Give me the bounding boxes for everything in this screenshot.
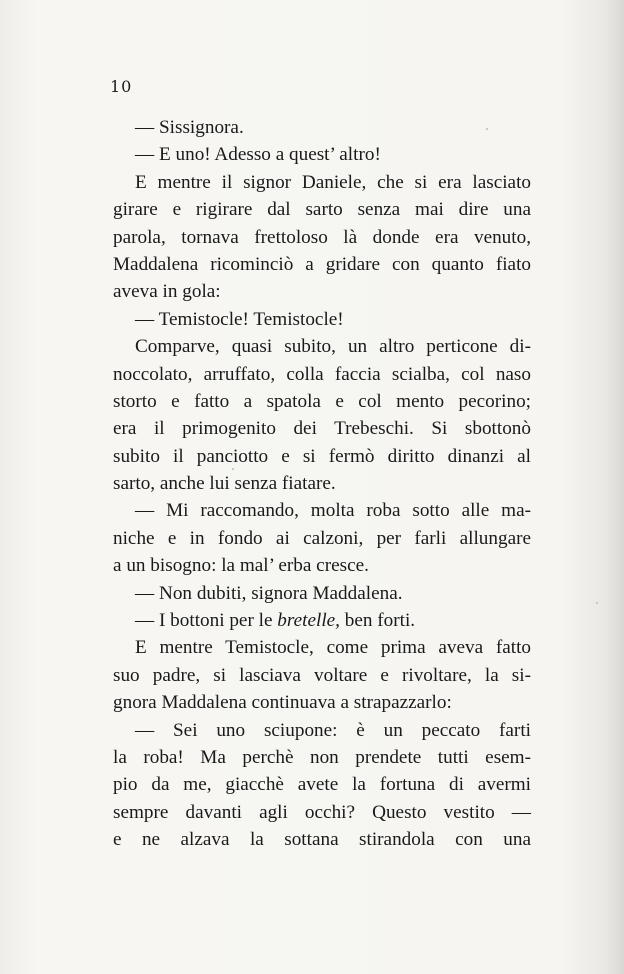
- line-text-after: ben forti.: [339, 610, 416, 632]
- text-line: [113, 361, 531, 388]
- text-line: [113, 826, 531, 853]
- line-text: era il primogenito dei Trebeschi. Si sbottonò: [113, 418, 531, 440]
- line-text: E mentre Temistocle, come prima aveva fatto: [135, 637, 531, 659]
- italic-word: bretelle,: [277, 610, 340, 632]
- text-line: [113, 607, 531, 634]
- line-text: sempre davanti agli occhi? Questo vestito —: [113, 801, 531, 823]
- line-text: noccolato, arruffato, colla faccia scialba, col naso: [113, 363, 531, 385]
- line-text: a un bisogno: la mal’ erba cresce.: [113, 555, 369, 577]
- line-text: pio da me, giacchè avete la fortuna di avermi: [113, 774, 531, 796]
- text-line: [113, 388, 531, 415]
- line-text: — I bottoni per le: [135, 610, 278, 632]
- line-text: subito il panciotto e si fermò diritto dinanzi al: [113, 445, 531, 467]
- paper-speck: [486, 128, 488, 130]
- paper-speck: [232, 468, 234, 470]
- line-text: — Sei uno sciupone: è un peccato farti: [135, 719, 531, 741]
- text-line: [113, 717, 531, 744]
- text-line: [113, 114, 531, 141]
- text-line: [113, 552, 531, 579]
- text-line: [113, 251, 531, 278]
- text-line: [113, 306, 531, 333]
- text-line: [113, 580, 531, 607]
- text-line: [113, 497, 531, 524]
- text-line: [113, 196, 531, 223]
- text-line: [113, 224, 531, 251]
- paper-speck: [596, 602, 598, 604]
- line-text: Maddalena ricominciò a gridare con quanto fiato: [113, 253, 531, 275]
- text-line: [113, 443, 531, 470]
- text-line: [113, 278, 531, 305]
- text-line: [113, 525, 531, 552]
- line-text: la roba! Ma perchè non prendete tutti esem-: [113, 746, 531, 768]
- line-text: suo padre, si lasciava voltare e rivoltare, la si-: [113, 664, 531, 686]
- text-line: [113, 415, 531, 442]
- text-line: [113, 634, 531, 661]
- line-text: storto e fatto a spatola e col mento pecorino;: [113, 390, 531, 412]
- line-text: aveva in gola:: [113, 281, 221, 303]
- line-text: parola, tornava frettoloso là donde era venuto,: [113, 226, 531, 248]
- line-text: girare e rigirare dal sarto senza mai dire una: [113, 199, 531, 221]
- line-text: e ne alzava la sottana stirandola con una: [113, 829, 531, 851]
- line-text: niche e in fondo ai calzoni, per farli allungare: [113, 527, 531, 549]
- line-text: — Temistocle! Temistocle!: [135, 308, 344, 330]
- text-line: [113, 169, 531, 196]
- line-text: — Mi raccomando, molta roba sotto alle ma-: [135, 500, 531, 522]
- line-text: sarto, anche lui senza fiatare.: [113, 473, 336, 495]
- text-line: [113, 799, 531, 826]
- text-line: [113, 689, 531, 716]
- body-text: [113, 114, 531, 854]
- page-number: 10: [110, 77, 133, 96]
- line-text: gnora Maddalena continuava a strapazzarlo:: [113, 692, 452, 714]
- text-line: [113, 662, 531, 689]
- text-line: [113, 141, 531, 168]
- text-line: [113, 744, 531, 771]
- line-text: — Non dubiti, signora Maddalena.: [135, 582, 403, 604]
- line-text: — Sissignora.: [135, 117, 244, 138]
- text-line: [113, 333, 531, 360]
- line-text: — E uno! Adesso a quest’ altro!: [135, 144, 381, 166]
- text-line: [113, 771, 531, 798]
- text-line: [113, 470, 531, 497]
- line-text: E mentre il signor Daniele, che si era lasciato: [135, 171, 531, 193]
- line-text: Comparve, quasi subito, un altro perticone di-: [135, 336, 531, 358]
